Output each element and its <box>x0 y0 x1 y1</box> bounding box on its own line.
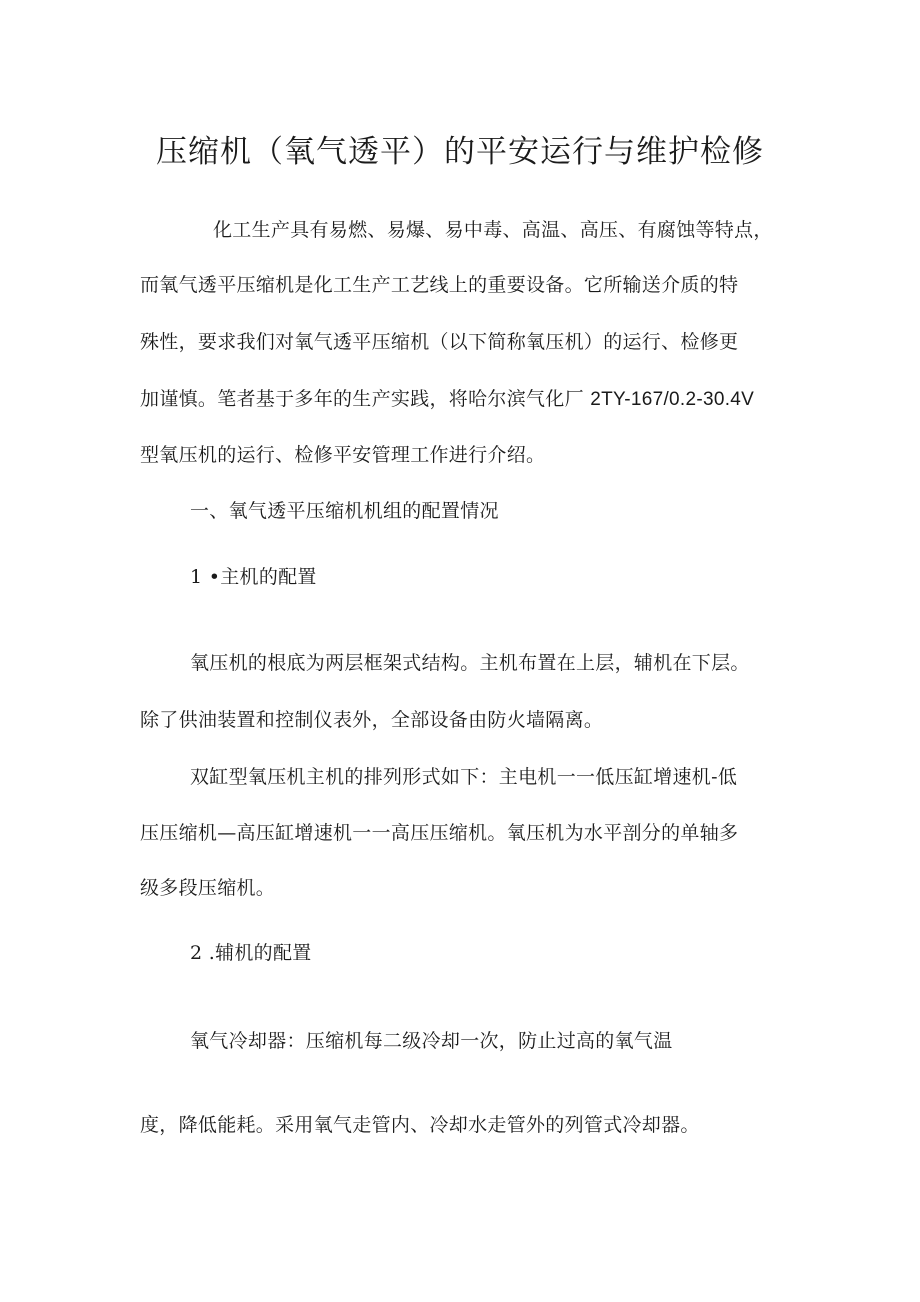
intro-line-5: 型氧压机的运行、检修平安管理工作进行介绍。 <box>140 444 546 466</box>
subsection-1-para-1-line-2: 除了供油装置和控制仪表外，全部设备由防火墙隔离。 <box>140 709 604 731</box>
subsection-1-para-2-line-3: 级多段压缩机。 <box>140 877 276 899</box>
compressor-model-number: 2TY-167/0.2-30.4V <box>590 389 755 410</box>
intro-line-2: 而氧气透平压缩机是化工生产工艺线上的重要设备。它所输送介质的特 <box>140 274 739 296</box>
subsection-2-heading: 2 .辅机的配置 <box>190 942 312 964</box>
subsection-1-heading: 1 •主机的配置 <box>190 566 317 588</box>
intro-line-3: 殊性，要求我们对氧气透平压缩机（以下简称氧压机）的运行、检修更 <box>140 331 739 353</box>
subsection-1-para-2-line-1: 双缸型氧压机主机的排列形式如下：主电机一一低压缸增速机-低 <box>190 766 738 788</box>
subsection-2-para-1-line-2: 度，降低能耗。采用氧气走管内、冷却水走管外的列管式冷却器。 <box>140 1114 700 1136</box>
document-title: 压缩机（氧气透平）的平安运行与维护检修 <box>156 134 764 170</box>
section-1-heading: 一、氧气透平压缩机机组的配置情况 <box>190 500 499 522</box>
subsection-2-para-1-line-1: 氧气冷却器：压缩机每二级冷却一次，防止过高的氧气温 <box>190 1030 673 1052</box>
intro-line-1: 化工生产具有易燃、易爆、易中毒、高温、高压、有腐蚀等特点， <box>213 219 773 241</box>
subsection-1-para-1-line-1: 氧压机的根底为两层框架式结构。主机布置在上层，辅机在下层。 <box>190 652 750 674</box>
intro-line-4-text: 加谨慎。笔者基于多年的生产实践，将哈尔滨气化厂 <box>140 388 591 410</box>
subsection-1-para-2-line-2: 压压缩机—高压缸增速机一一高压压缩机。氧压机为水平剖分的单轴多 <box>140 822 739 844</box>
intro-line-4 <box>140 384 754 415</box>
